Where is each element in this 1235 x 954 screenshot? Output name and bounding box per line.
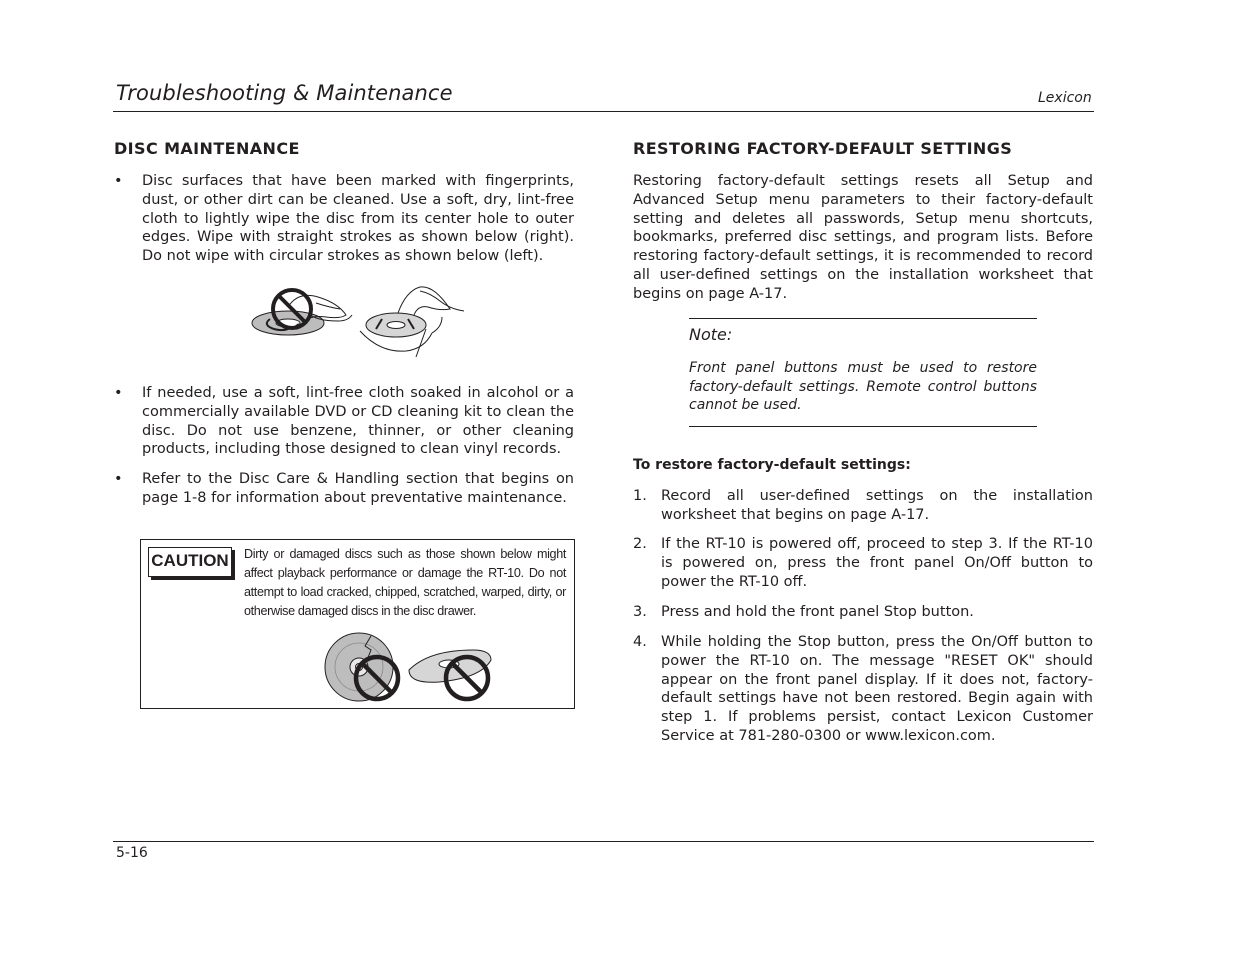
step-number: 1.	[633, 488, 647, 504]
note-top-rule	[689, 318, 1037, 319]
bullet-item	[114, 470, 574, 508]
bullet-text: Refer to the Disc Care & Handling section that begins on page 1-8 for information about preventative maintenance.	[142, 471, 574, 506]
step-item	[633, 487, 1093, 525]
step-text: Record all user-defined settings on the installation worksheet that begins on page A-17.	[661, 488, 1093, 523]
bullet-item	[114, 172, 574, 266]
note-text: Front panel buttons must be used to restore factory-default settings. Remote control buttons cannot be used.	[689, 360, 1037, 414]
note-bottom-rule	[689, 426, 1037, 427]
straight-wipe-figure	[360, 287, 464, 357]
bullet-symbol: •	[114, 385, 123, 401]
procedure-heading: To restore factory-default settings:	[633, 457, 911, 473]
step-text: While holding the Stop button, press the On/Off button to power the RT-10 on. The message "RESET OK" should appear on the front panel display. If it does not, factory-default settings have not been restored. Begin again with step 1. If problems persist, contact Lexicon Customer Service at 781-280-0300 or www.lexicon.com.	[661, 634, 1093, 744]
caution-label: CAUTION	[148, 547, 232, 577]
circular-wipe-figure	[252, 295, 352, 335]
factory-reset-intro: Restoring factory-default settings resets all Setup and Advanced Setup menu parameters to their factory-default setting and deletes all passwords, Setup menu shortcuts, bookmarks, preferred disc settings, and program lists. Before restoring factory-default settings, it is recommended to record all user-defined settings on the installation worksheet that begins on page A-17.	[633, 173, 1093, 302]
step-text: Press and hold the front panel Stop button.	[661, 604, 974, 620]
factory-reset-heading: RESTORING FACTORY-DEFAULT SETTINGS	[633, 139, 1013, 158]
damaged-disc-illustration	[321, 630, 496, 704]
step-number: 3.	[633, 604, 647, 620]
footer-rule	[113, 841, 1094, 842]
bullet-item	[114, 384, 574, 459]
bullet-text: Disc surfaces that have been marked with fingerprints, dust, or other dirt can be cleaned. Use a soft, dry, lint-free cloth to lightly wipe the disc from its center hole to outer edges. Wipe with straight strokes as shown below (right). Do not wipe with circular strokes as shown below (left).	[142, 173, 574, 265]
header-rule	[113, 111, 1094, 112]
bullet-symbol: •	[114, 173, 123, 189]
bullet-symbol: •	[114, 471, 123, 487]
disc-maintenance-heading: DISC MAINTENANCE	[114, 139, 300, 158]
page-title: Troubleshooting & Maintenance	[116, 81, 453, 105]
caution-text: Dirty or damaged discs such as those shown below might affect playback performance or damage the RT-10. Do not attempt to load cracked, chipped, scratched, warped, dirty, or otherwise damaged discs in the disc drawer.	[244, 547, 566, 618]
brand-label: Lexicon	[1038, 90, 1092, 106]
step-item	[633, 535, 1093, 591]
step-item	[633, 633, 1093, 746]
step-number: 2.	[633, 536, 647, 552]
note-heading: Note:	[689, 325, 733, 344]
caution-box	[140, 539, 575, 709]
step-number: 4.	[633, 634, 647, 650]
step-item	[633, 603, 1093, 622]
disc-wiping-illustration	[248, 283, 468, 359]
page-number: 5-16	[116, 845, 148, 861]
bullet-text: If needed, use a soft, lint-free cloth soaked in alcohol or a commercially available DVD or CD cleaning kit to clean the disc. Do not use benzene, thinner, or other cleaning products, including those designed to clean vinyl records.	[142, 385, 574, 458]
step-text: If the RT-10 is powered off, proceed to step 3. If the RT-10 is powered on, press the front panel On/Off button to power the RT-10 off.	[661, 536, 1093, 590]
